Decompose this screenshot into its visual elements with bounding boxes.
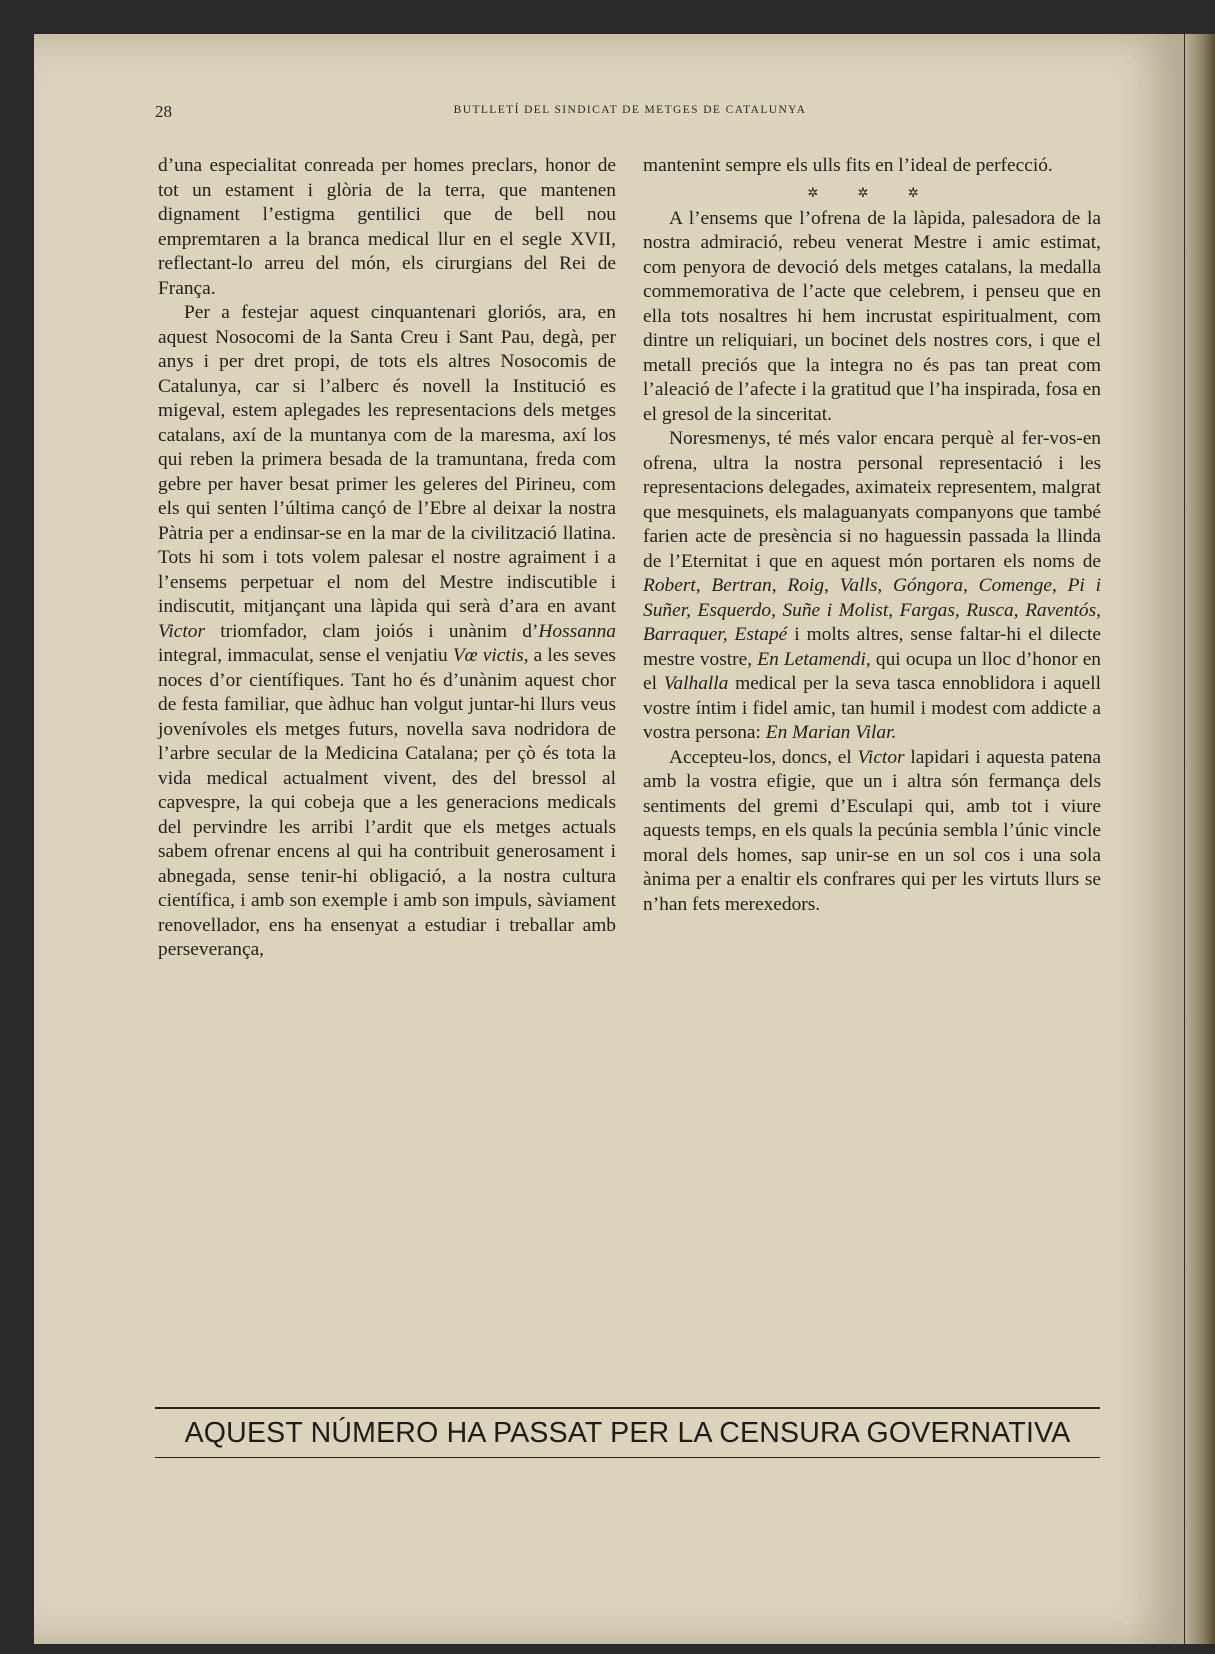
right-column [643,154,1101,917]
page-number: 28 [155,102,172,121]
left-column [158,154,616,963]
paragraph: Per a festejar aquest cinquantenari gloriós, ara, en aquest Nosocomi de la Santa Creu i Sant Pau, degà, per anys i per dret propi, de tots els altres Nosocomis de Catalunya, car si l’alberc és novell la Institució es migeval, estem aplegades les representacions dels metges catalans, axí de la muntanya com de la maresma, axí los qui reben la primera besada de la tramuntana, freda com gebre per haver besat primer les geleres del Pirineu, com els qui senten l’última cançó de l’Ebre al deixar la nostra Pàtria per a endinsar-se en la mar de la civilització llatina. Tots hi som i tots volem palesar el nostre agraiment i a l’ensems perpetuar el nom del Mestre indiscutible i indiscutit, mitjançant una làpida qui serà d’ara en avant Victor triomfador, clam joiós i unànim d’Hossanna integral, immaculat, sense el venjatiu Vœ victis, a les seves noces d’or científiques. Tant ho és d’unànim aquest chor de festa familiar, que àdhuc han volgut juntar-hi llurs veus jovenívoles els metges futurs, novella sava nodridora de l’arbre secular de la Medicina Catalana; per çò és tota la vida medical actualment vivent, des del bressol al capvespre, la qui cobeja que a les generacions medicals del pervindre les arribi l’ardit que els metges actuals sabem ofrenar encens al qui ha contribuit generosament i abnegada, sense tenir-hi obligació, a la nostra cultura científica, i amb son exemple i amb son impuls, sàviament renovellador, ens ha ensenyat a estudiar i treballar amb perseverança, [158,302,616,960]
journal-title: BUTLLETÍ DEL SINDICAT DE METGES DE CATALUNYA [453,104,807,116]
running-head [155,102,1105,124]
paragraph: mantenint sempre els ulls fits en l’ideal de perfecció. [643,155,1053,176]
censorship-notice: AQUEST NÚMERO HA PASSAT PER LA CENSURA GOVERNATIVA [184,1417,1071,1449]
rule-top [155,1407,1100,1409]
paragraph: d’una especialitat conreada per homes preclars, honor de tot un estament i glòria de la terra, que mantenen dignament l’estigma gentilici que de bell nou empremtaren a la branca medical llur en el segle XVII, reflectant-lo arreu del món, els cirurgians del Rei de França. [158,155,616,299]
section-separator: ✲ ✲ ✲ [807,184,937,200]
rule-bottom [155,1457,1100,1458]
page-edge [1185,34,1215,1644]
paragraph: Noresmenys, té més valor encara perquè al fer-vos-en ofrena, ultra la nostra personal representació i les representacions delegades, aximateix representem, malgrat que mesquinets, els malaguanyats companyons que també farien acte de presència si no haguessin passada la llinda de l’Eternitat i que en aquest món portaren els noms de Robert, Bertran, Roig, Valls, Góngora, Comenge, Pi i Suñer, Esquerdo, Suñe i Molist, Fargas, Rusca, Raventós, Barraquer, Estapé i molts altres, sense faltar-hi el dilecte mestre vostre, En Letamendi, qui ocupa un lloc d’honor en el Valhalla medical per la seva tasca ennoblidora i aquell vostre íntim i fidel amic, tan humil i modest com addicte a vostra persona: En Marian Vilar. [643,428,1101,743]
paragraph: A l’ensems que l’ofrena de la làpida, palesadora de la nostra admiració, rebeu venerat Mestre i amic estimat, com penyora de devoció dels metges catalans, la medalla commemorativa de l’acte que celebrem, i penseu que en ella tots nosaltres hi hem incrustat espiritualment, com dintre un reliquiari, un bocinet dels nostres cors, i que el metall preciós que la integra no és pas tan preat com l’aleació de l’afecte i la gratitud que l’ha inspirada, fosa en el gresol de la sinceritat. [643,207,1101,425]
paragraph: Accepteu-los, doncs, el Victor lapidari i aquesta patena amb la vostra efigie, que un i altra són fermança dels sentiments del gremi d’Esculapi qui, amb tot i viure aquests temps, en els quals la pecúnia sembla l’únic vincle moral dels homes, sap unir-se en un sol cos i una sola ànima per a enaltir els confrares qui per les virtuts llurs se n’han fets merexedors. [643,746,1101,915]
